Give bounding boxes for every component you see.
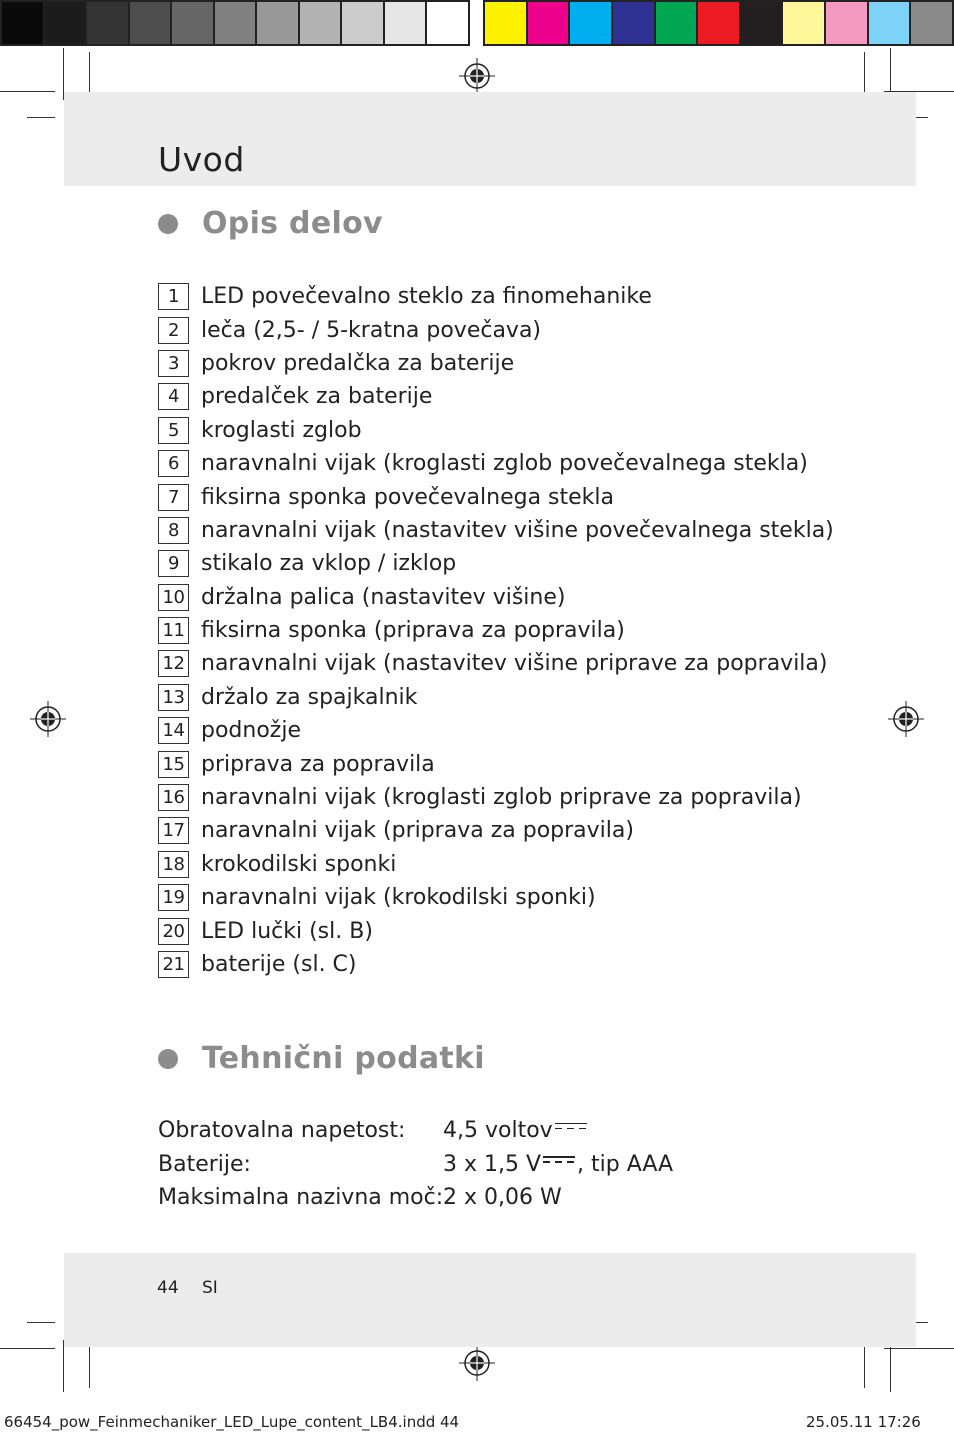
color-swatch (613, 2, 656, 44)
part-label: predalček za baterije (201, 384, 433, 410)
list-item (158, 514, 858, 547)
list-item (158, 414, 858, 447)
list-item (158, 914, 858, 947)
parts-section-heading (158, 206, 383, 241)
part-label: naravnalni vijak (krokodilski sponki) (201, 885, 596, 911)
registration-mark-icon (459, 58, 495, 94)
part-label: LED povečevalno steklo za finomehanike (201, 284, 652, 310)
color-swatch (257, 2, 300, 44)
part-number-box: 14 (158, 717, 189, 744)
section-heading-text: Opis delov (202, 206, 383, 241)
list-item (158, 681, 858, 714)
registration-mark-icon (459, 1345, 495, 1381)
part-number-box: 21 (158, 951, 189, 978)
part-number-box: 15 (158, 751, 189, 778)
list-item (158, 647, 858, 680)
list-item (158, 480, 858, 513)
part-number-box: 19 (158, 884, 189, 911)
part-number-box: 4 (158, 383, 189, 410)
grayscale-calibration-bar (0, 0, 470, 46)
tech-key: Baterije: (158, 1151, 251, 1177)
section-heading-text: Tehnični podatki (202, 1041, 485, 1076)
table-row (158, 1148, 673, 1182)
list-item (158, 547, 858, 580)
bullet-icon (158, 1049, 178, 1069)
registration-mark-icon (30, 701, 66, 737)
part-label: naravnalni vijak (nastavitev višine povečevalnega stekla) (201, 517, 834, 543)
part-number-box: 8 (158, 517, 189, 544)
list-item (158, 447, 858, 480)
part-label: stikalo za vklop / izklop (201, 551, 457, 577)
part-label: priprava za popravila (201, 751, 435, 777)
list-item (158, 614, 858, 647)
part-number-box: 6 (158, 450, 189, 477)
part-label: naravnalni vijak (priprava za popravila) (201, 818, 634, 844)
color-swatch (570, 2, 613, 44)
part-label: držalo za spajkalnik (201, 684, 418, 710)
list-item (158, 814, 858, 847)
part-label: krokodilski sponki (201, 851, 397, 877)
parts-list (158, 280, 858, 981)
crop-mark (27, 1322, 55, 1323)
part-label: naravnalni vijak (kroglasti zglob povečevalnega stekla) (201, 451, 808, 477)
list-item (158, 781, 858, 814)
part-number-box: 1 (158, 283, 189, 310)
color-calibration-bar (483, 0, 954, 46)
part-label: LED lučki (sl. B) (201, 918, 373, 944)
list-item (158, 380, 858, 413)
tech-value-text: 4,5 voltov (443, 1118, 553, 1144)
color-swatch (528, 2, 571, 44)
part-number-box: 13 (158, 684, 189, 711)
tech-value-text: 2 x 0,06 W (443, 1185, 562, 1211)
language-code: SI (202, 1278, 218, 1298)
part-number-box: 11 (158, 617, 189, 644)
crop-mark (0, 91, 55, 92)
part-label: pokrov predalčka za baterije (201, 350, 515, 376)
part-label: kroglasti zglob (201, 417, 362, 443)
color-swatch (783, 2, 826, 44)
bullet-icon (158, 214, 178, 234)
dc-current-icon (543, 1154, 575, 1166)
list-item (158, 848, 858, 881)
tech-value-suffix: , tip AAA (577, 1151, 674, 1177)
list-item (158, 948, 858, 981)
part-number-box: 18 (158, 851, 189, 878)
crop-mark (890, 1340, 891, 1392)
tech-value-text: 3 x 1,5 V (443, 1151, 542, 1177)
slug-datetime: 25.05.11 17:26 (806, 1413, 921, 1431)
part-number-box: 12 (158, 650, 189, 677)
part-label: naravnalni vijak (nastavitev višine priprave za popravila) (201, 651, 828, 677)
tech-key: Maksimalna nazivna moč: (158, 1185, 444, 1211)
crop-mark (27, 117, 55, 118)
color-swatch (385, 2, 428, 44)
slug-filename: 66454_pow_Feinmechaniker_LED_Lupe_content_LB4.indd 44 (4, 1413, 460, 1431)
list-item (158, 313, 858, 346)
list-item (158, 747, 858, 780)
crop-mark (89, 1340, 90, 1388)
color-swatch (485, 2, 528, 44)
crop-mark (0, 1348, 55, 1349)
tech-key: Obratovalna napetost: (158, 1118, 406, 1144)
part-number-box: 10 (158, 584, 189, 611)
part-label: podnožje (201, 718, 301, 744)
tech-value (443, 1152, 673, 1177)
color-swatch (45, 2, 88, 44)
list-item (158, 881, 858, 914)
part-label: baterije (sl. C) (201, 952, 357, 977)
part-label: leča (2,5- / 5-kratna povečava) (201, 317, 542, 343)
color-swatch (342, 2, 385, 44)
part-label: držalna palica (nastavitev višine) (201, 584, 566, 610)
crop-mark (884, 1348, 954, 1349)
color-swatch (87, 2, 130, 44)
color-swatch (698, 2, 741, 44)
tech-section-heading (158, 1041, 485, 1076)
part-number-box: 9 (158, 550, 189, 577)
list-item (158, 714, 858, 747)
tech-data-table (158, 1114, 673, 1215)
color-swatch (741, 2, 784, 44)
list-item (158, 347, 858, 380)
color-swatch (911, 2, 952, 44)
table-row (158, 1114, 673, 1148)
part-number-box: 16 (158, 784, 189, 811)
list-item (158, 581, 858, 614)
color-swatch (869, 2, 912, 44)
crop-mark (864, 1340, 865, 1388)
part-number-box: 2 (158, 317, 189, 344)
page-number: 44 (157, 1278, 179, 1298)
part-number-box: 7 (158, 484, 189, 511)
part-label: fiksirna sponka povečevalnega stekla (201, 484, 615, 510)
page-title: Uvod (158, 140, 245, 179)
tech-value (443, 1118, 589, 1143)
color-swatch (427, 2, 468, 44)
part-number-box: 17 (158, 817, 189, 844)
table-row (158, 1181, 673, 1215)
part-number-box: 5 (158, 417, 189, 444)
list-item (158, 280, 858, 313)
dc-current-icon (555, 1121, 587, 1133)
part-number-box: 20 (158, 918, 189, 945)
color-swatch (2, 2, 45, 44)
color-swatch (300, 2, 343, 44)
color-swatch (826, 2, 869, 44)
color-swatch (656, 2, 699, 44)
part-label: fiksirna sponka (priprava za popravila) (201, 618, 625, 644)
part-number-box: 3 (158, 350, 189, 377)
tech-value (443, 1185, 562, 1210)
footer-band (64, 1253, 916, 1347)
color-swatch (172, 2, 215, 44)
color-swatch (215, 2, 258, 44)
color-swatch (130, 2, 173, 44)
crop-mark (63, 1340, 64, 1392)
part-label: naravnalni vijak (kroglasti zglob priprave za popravila) (201, 785, 802, 811)
registration-mark-icon (888, 701, 924, 737)
